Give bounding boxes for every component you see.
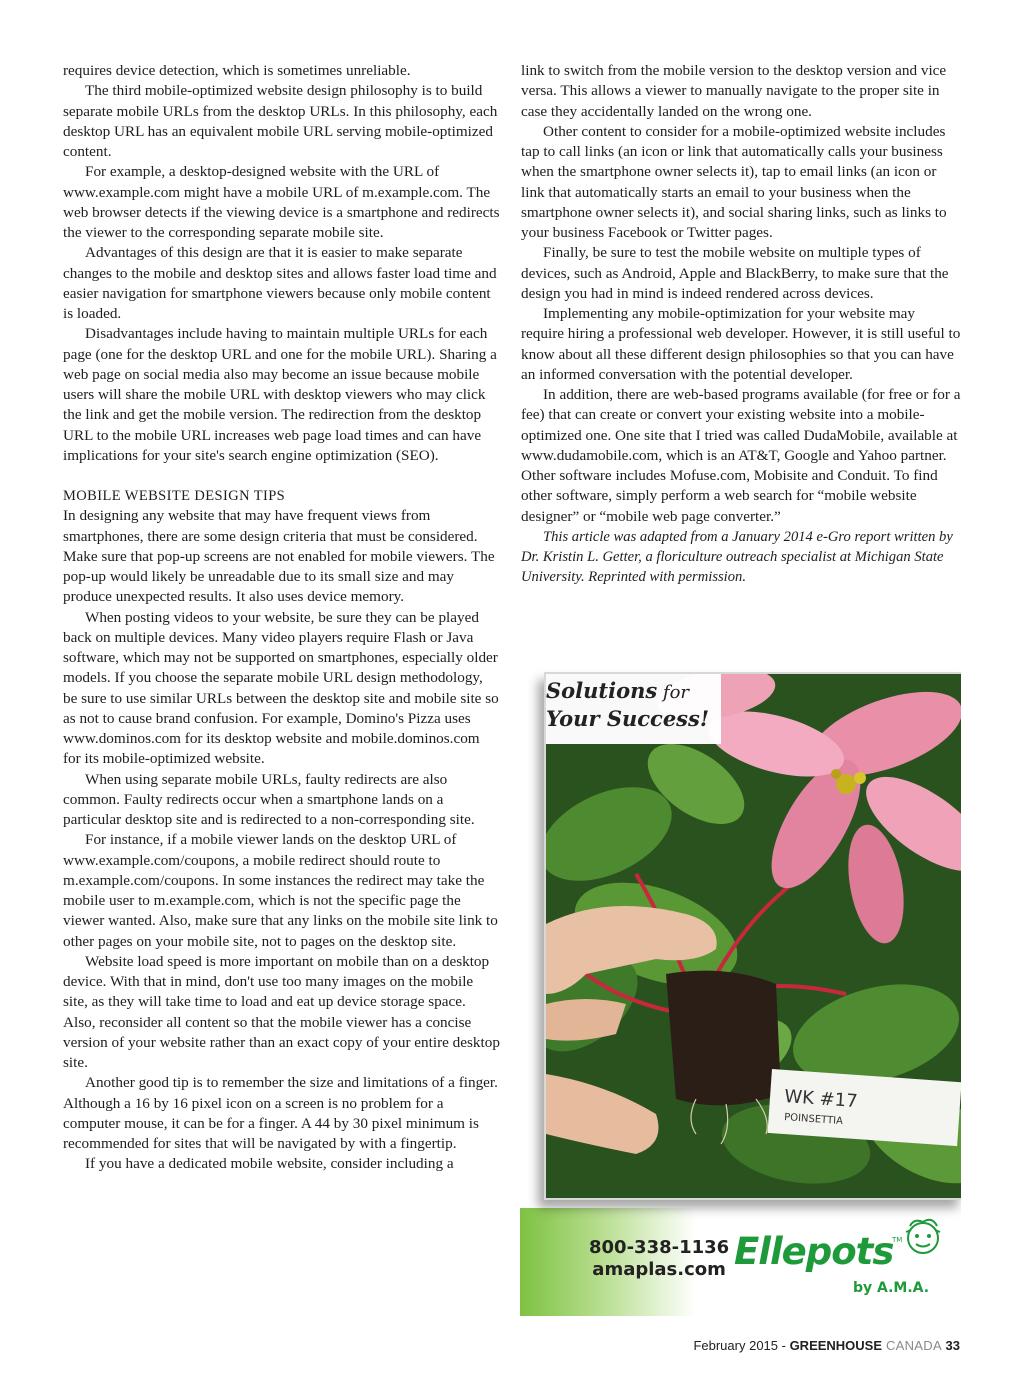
paragraph: If you have a dedicated mobile website, consider including a bbox=[85, 1155, 454, 1173]
paragraph: Finally, be sure to test the mobile website on multiple types of devices, such as Android, Apple and BlackBerry, to make sure that the design you had in mind is indeed rendered across devices. bbox=[521, 244, 949, 302]
paragraph: The third mobile-optimized website design philosophy is to build separate mobile URLs from the desktop URLs. In this philosophy, each desktop URL has an equivalent mobile URL serving mobile-optimized content. bbox=[63, 82, 498, 160]
article-column-right bbox=[521, 61, 961, 588]
paragraph: Other content to consider for a mobile-optimized website includes tap to call links (an icon or link that automatically calls your business when the smartphone owner selects it), tap to email links (an icon or link that automatically starts an email to your business when the smartphone owner selects it), and social sharing links, such as links to your business Facebook or Twitter pages. bbox=[521, 122, 947, 241]
ad-website[interactable]: amaplas.com bbox=[592, 1259, 726, 1280]
folio-magazine-region: CANADA bbox=[882, 1338, 942, 1353]
poinsettia-illustration bbox=[546, 674, 961, 1198]
paragraph: In addition, there are web-based programs available (for free or for a fee) that can create or convert your existing website into a mobile-optimized one. One site that I tried was called DudaMobile, available at www.dudamobile.com, which is an AT&T, Google and Yahoo partner. Other software includes Mofuse.com, Mobisite and Conduit. To find other software, simply perform a web search for “mobile website designer” or “mobile web page converter.” bbox=[521, 386, 961, 525]
article-credit: This article was adapted from a January 2014 e-Gro report written by Dr. Kristin L. Getter, a floriculture outreach specialist at Michigan State University. Reprinted with permission. bbox=[521, 528, 953, 586]
svg-text:WK #17: WK #17 bbox=[783, 1086, 859, 1113]
paragraph: Disadvantages include having to maintain multiple URLs for each page (one for the desktop URL and one for the mobile URL). Sharing a web page on social media also may become an issue because mobile users will share the mobile URL with desktop viewers who may click the link and get the mobile version. The redirection from the desktop URL to the mobile URL increases web page load times and can have implications for your site's search engine optimization (SEO). bbox=[63, 325, 497, 464]
paragraph: For example, a desktop-designed website with the URL of www.example.com might have a mobile URL of m.example.com. The web browser detects if the viewing device is a smartphone and redirects the viewer to the corresponding separate mobile site. bbox=[63, 163, 500, 241]
ad-headline: Solutions for Your Success! bbox=[546, 678, 710, 731]
folio-date: February 2015 - bbox=[693, 1338, 790, 1353]
paragraph: Advantages of this design are that it is easier to make separate changes to the mobile and desktop sites and allows faster load time and easier navigation for smartphone viewers because only mobile content is loaded. bbox=[63, 244, 497, 322]
paragraph: For instance, if a mobile viewer lands on the desktop URL of www.example.com/coupons, a mobile redirect should route to m.example.com/coupons. In some instances the redirect may take the mobile user to m.example.com, which is not the specific page the viewer wanted. Also, make sure that any links on the mobile site link to other pages on your mobile site, not to pages on the desktop site. bbox=[63, 831, 498, 950]
page-number: 33 bbox=[941, 1338, 960, 1353]
page-folio bbox=[693, 1338, 960, 1353]
ad-contact[interactable] bbox=[589, 1237, 729, 1281]
paragraph: When using separate mobile URLs, faulty redirects are also common. Faulty redirects occur when a smartphone lands on a particular desktop site and is redirected to a non-corresponding site. bbox=[63, 770, 475, 828]
ellepots-advertisement[interactable] bbox=[520, 668, 961, 1316]
folio-magazine-name: GREENHOUSE bbox=[789, 1338, 883, 1353]
paragraph: requires device detection, which is sometimes unreliable. bbox=[63, 62, 411, 79]
paragraph: When posting videos to your website, be sure they can be played back on multiple devices. Many video players require Flash or Java software, which may not be supported on smartphones, especially older models. If you choose the separate mobile URL design methodology, be sure to use similar URLs between the desktop site and mobile site so as not to cause brand confusion. For example, Domino's Pizza uses www.dominos.com for its desktop website and mobile.dominos.com for its mobile-optimized website. bbox=[63, 608, 499, 768]
svg-text:POINSETTIA: POINSETTIA bbox=[783, 1112, 844, 1128]
plant-tag bbox=[768, 1069, 961, 1146]
paragraph: link to switch from the mobile version to the desktop version and vice versa. This allows a viewer to manually navigate to the proper site in case they accidentally landed on the wrong one. bbox=[521, 62, 947, 120]
mascot-icon bbox=[902, 1214, 944, 1260]
section-heading: MOBILE WEBSITE DESIGN TIPS bbox=[63, 488, 286, 504]
paragraph: Implementing any mobile-optimization for your website may require hiring a professional web developer. However, it is still useful to know about all these different design philosophies so that you can have an informed conversation with the potential developer. bbox=[521, 305, 961, 383]
ad-byline: by A.M.A. bbox=[853, 1280, 930, 1296]
poinsettia-photo bbox=[544, 672, 961, 1200]
trademark-mark: TM bbox=[892, 1236, 903, 1244]
paragraph: Another good tip is to remember the size and limitations of a finger. Although a 16 by 16 pixel icon on a screen is no problem for a computer mouse, it can be for a finger. A 44 by 30 pixel minimum is recommended for sites that will be navigated by with a fingertip. bbox=[63, 1074, 498, 1152]
paragraph: Website load speed is more important on mobile than on a desktop device. With that in mind, don't use too many images on the mobile site, as they will take time to load and eat up device storage space. Also, reconsider all content so that the mobile viewer has a concise version of your website rather than an exact copy of your entire desktop site. bbox=[63, 952, 500, 1071]
root-plug bbox=[666, 971, 781, 1106]
ad-phone-number[interactable]: 800-338-1136 bbox=[589, 1237, 730, 1258]
article-column-left bbox=[63, 61, 500, 1175]
paragraph: In designing any website that may have frequent views from smartphones, there are some design criteria that must be considered. Make sure that pop-up screens are not enabled for mobile viewers. The pop-up would likely be unreadable due to its small size and may produce unexpected results. It also uses device memory. bbox=[63, 507, 495, 606]
ellepots-logo: Ellepots bbox=[734, 1230, 894, 1273]
